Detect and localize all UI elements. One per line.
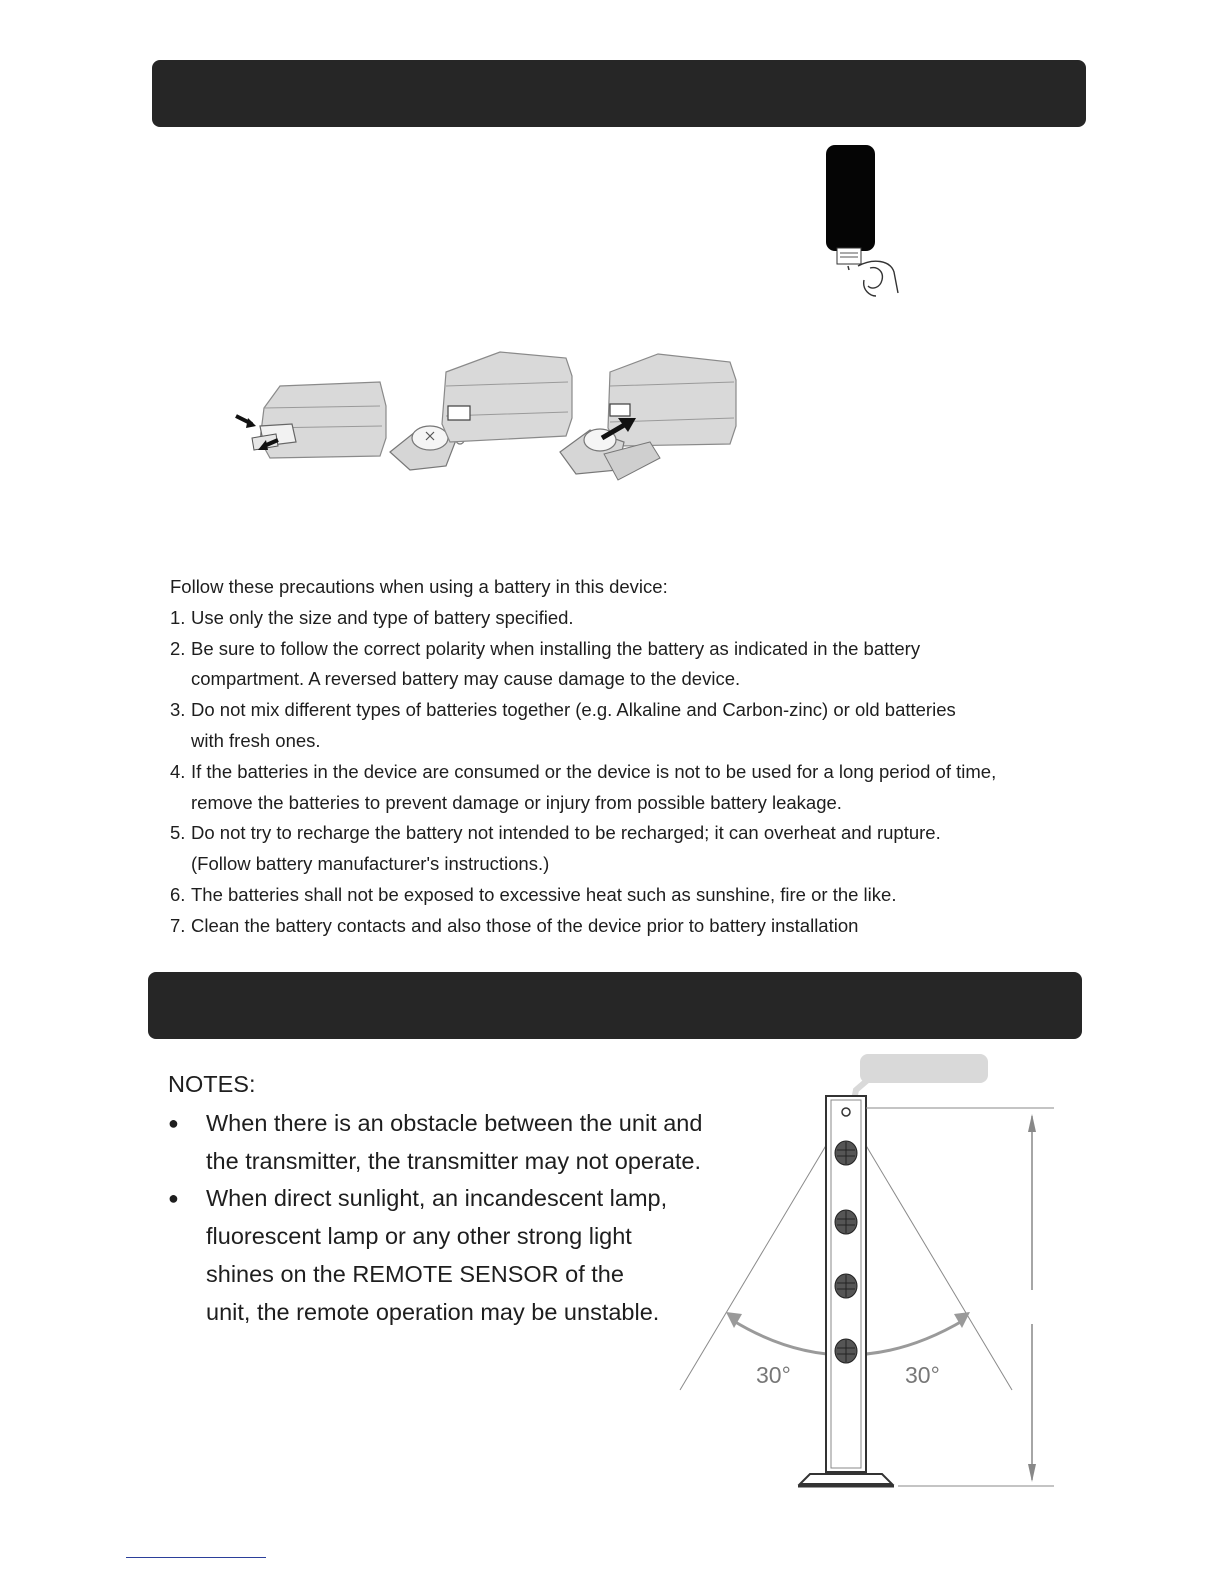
battery-replacement-illustration — [230, 346, 750, 486]
remote-pull-tab-illustration — [818, 140, 914, 302]
remote-step3 — [560, 354, 736, 480]
dimension-arrow-down-icon — [1028, 1464, 1036, 1482]
speaker-driver — [835, 1274, 857, 1298]
range-line-left — [680, 1112, 846, 1390]
list-item: 7. Clean the battery contacts and also those of the device prior to battery installation — [170, 914, 859, 936]
precautions-list — [170, 603, 1050, 942]
list-item: ● When there is an obstacle between the unit and the transmitter, the transmitter may not operate. — [168, 1105, 728, 1181]
list-item: 1. Use only the size and type of battery specified. — [170, 606, 574, 628]
bullet-icon: ● — [168, 1112, 179, 1133]
remote-body — [826, 145, 875, 251]
remote-notes — [168, 1066, 728, 1332]
angle-label-left: 30° — [756, 1362, 791, 1388]
list-item: 4. If the batteries in the device are consumed or the device is not to be used for a long period of time, remove the batteries to prevent damage or injury from possible battery leakage. — [170, 760, 997, 813]
speaker-driver — [835, 1339, 857, 1363]
section-header-bar-remote-range — [148, 972, 1082, 1039]
tower-speaker — [798, 1096, 894, 1486]
list-item: 2. Be sure to follow the correct polarity when installing the battery as indicated in the battery compartment. A reversed battery may cause damage to the device. — [170, 637, 921, 690]
section-header-bar-battery — [152, 60, 1086, 127]
hand-icon — [858, 261, 898, 296]
dimension-arrow-up-icon — [1028, 1114, 1036, 1132]
remote-sensor-callout — [860, 1054, 988, 1083]
angle-label-right: 30° — [905, 1362, 940, 1388]
tower-base — [800, 1474, 892, 1484]
list-item: 6. The batteries shall not be exposed to excessive heat such as sunshine, fire or the like. — [170, 883, 897, 905]
notes-title: NOTES: — [168, 1071, 256, 1097]
notes-list — [168, 1105, 728, 1332]
list-item: 3. Do not mix different types of batteries together (e.g. Alkaline and Carbon-zinc) or old batteries with fresh ones. — [170, 699, 956, 751]
remote-sensor-range-diagram — [670, 1050, 1070, 1495]
bullet-icon: ● — [168, 1188, 179, 1209]
list-item: 5. Do not try to recharge the battery not intended to be recharged; it can overheat and rupture. (Follow battery manufacturer's instructions.) — [170, 822, 941, 875]
speaker-driver — [835, 1141, 857, 1165]
battery-precautions — [170, 572, 1050, 942]
speaker-driver — [835, 1210, 857, 1234]
footer-rule — [126, 1557, 266, 1558]
precautions-intro: Follow these precautions when using a battery in this device: — [170, 576, 668, 597]
remote-step2 — [442, 352, 572, 442]
pull-tab — [837, 248, 861, 264]
range-line-right — [846, 1112, 1012, 1390]
remote-step1 — [236, 382, 386, 458]
list-item: ● When direct sunlight, an incandescent lamp, fluorescent lamp or any other strong light shines on the REMOTE SENSOR of the unit, the remote operation may be unstable. — [168, 1180, 728, 1331]
